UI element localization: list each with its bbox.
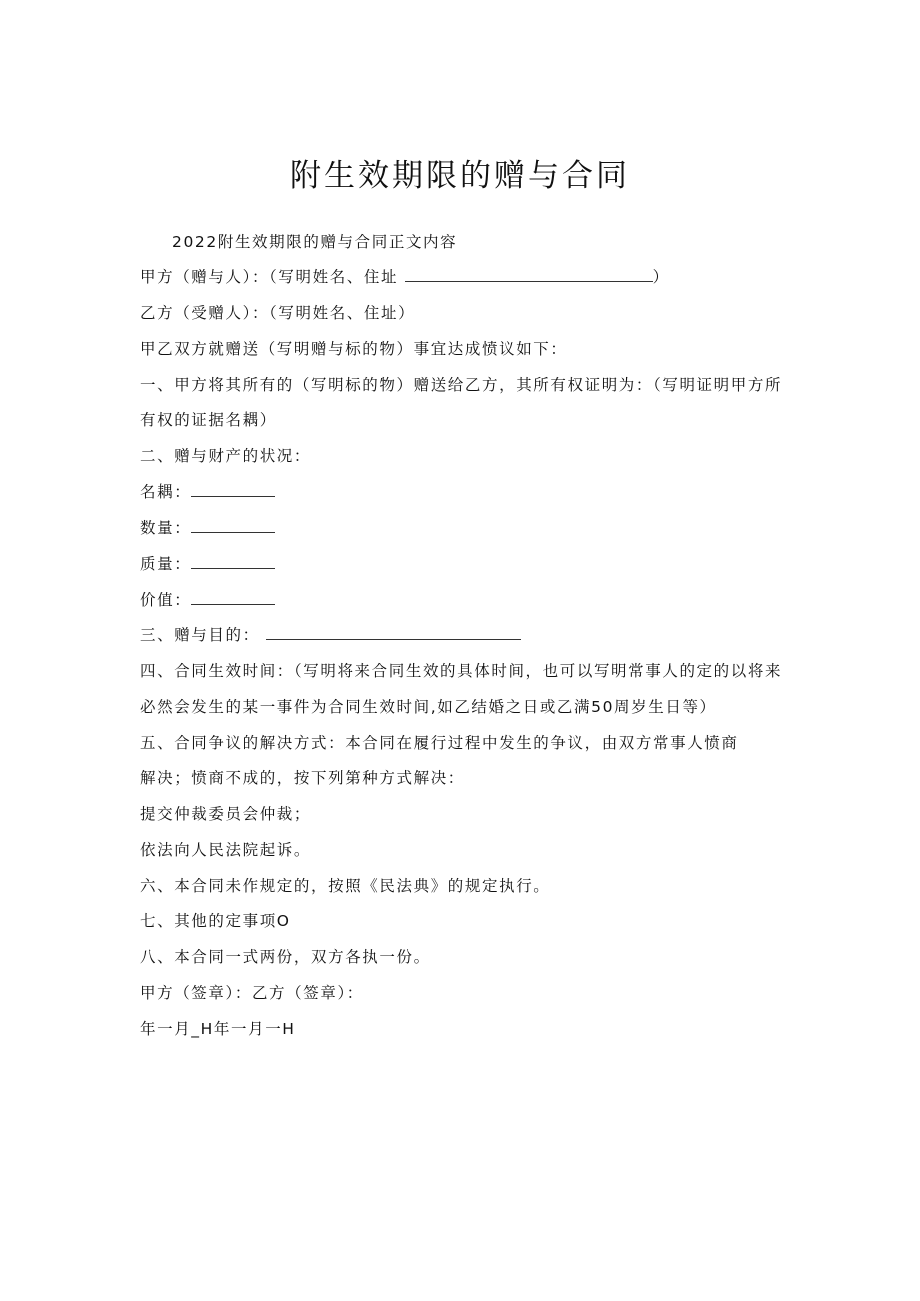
option-litigation: 依法向人民法院起诉。 [140, 841, 312, 859]
party-a-blank [405, 267, 653, 282]
party-b-line: 乙方（受赠人）：（写明姓名、住址） [140, 304, 416, 322]
clause-5-cont: 解决；愤商不成的，按下列第种方式解决： [140, 769, 465, 787]
option-arbitration: 提交仲裁委员会仲裁； [140, 805, 312, 823]
party-a-line [140, 267, 670, 287]
clause-3-label: 三、赠与目的： [140, 626, 260, 644]
clause-2: 二、赠与财产的状况： [140, 447, 312, 465]
clause-4-cont: 必然会发生的某一事件为合同生效时间,如乙结婚之日或乙满50周岁生日等） [140, 698, 717, 716]
item-quantity-label: 数量： [140, 519, 192, 537]
item-quantity-blank [191, 518, 275, 533]
clause-3-line [140, 625, 521, 645]
item-quality-blank [191, 554, 275, 569]
item-quality-label: 质量： [140, 555, 192, 573]
clause-4: 四、合同生效时间：（写明将来合同生效的具体时间，也可以写明常事人的定的以将来 [140, 662, 783, 680]
clause-6: 六、本合同未作规定的，按照《民法典》的规定执行。 [140, 877, 551, 895]
item-name-label: 名耦： [140, 483, 192, 501]
intro-line: 2022附生效期限的赠与合同正文内容 [172, 233, 458, 251]
party-a-close: ） [652, 268, 670, 286]
item-value-blank [191, 590, 275, 605]
item-quality-line [140, 554, 275, 574]
signature-line: 甲方（签章）：乙方（签章）： [140, 984, 364, 1002]
clause-5: 五、合同争议的解决方式：本合同在履行过程中发生的争议，由双方常事人愤商 [140, 734, 739, 752]
document-title: 附生效期限的赠与合同 [290, 158, 630, 194]
item-name-line [140, 482, 275, 502]
clause-8: 八、本合同一式两份，双方各执一份。 [140, 948, 431, 966]
party-a-label: 甲方（赠与人）：（写明姓名、住址 [140, 268, 399, 286]
clause-1-cont: 有权的证据名耦） [140, 411, 277, 429]
item-name-blank [191, 482, 275, 497]
purpose-blank [266, 625, 521, 640]
clause-7: 七、其他的定事项O [140, 912, 291, 930]
item-value-line [140, 590, 275, 610]
agreement-intro: 甲乙双方就赠送（写明赠与标的物）事宜达成愤议如下： [140, 340, 568, 358]
item-quantity-line [140, 518, 275, 538]
item-value-label: 价值： [140, 591, 192, 609]
date-line: 年一月_H年一月一H [140, 1020, 296, 1038]
clause-1: 一、甲方将其所有的（写明标的物）赠送给乙方，其所有权证明为：（写明证明甲方所 [140, 376, 783, 394]
